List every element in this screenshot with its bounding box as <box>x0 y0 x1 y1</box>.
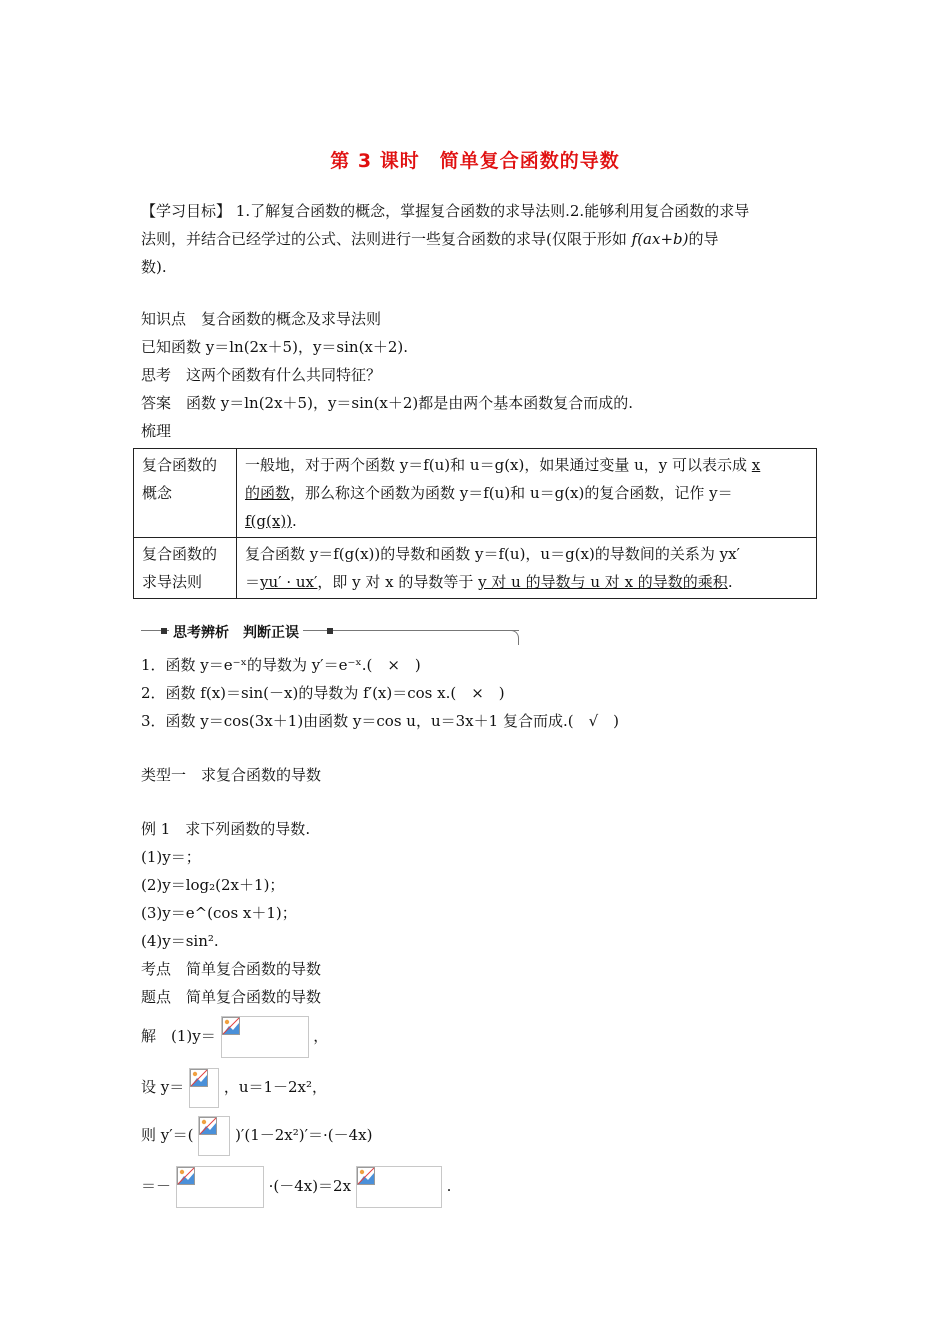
rule-blank-product: yu′ · ux′ <box>260 573 318 591</box>
knowledge-summary: 梳理 <box>141 422 172 440</box>
concept-text-a: 一般地，对于两个函数 y＝f(u)和 u＝g(x)，如果通过变量 u，y 可以表示成 <box>245 456 752 474</box>
solution-text: ·(－4x)＝2x <box>268 1177 352 1195</box>
concept-blank-func: 的函数 <box>245 484 291 502</box>
image-placeholder-glyph <box>190 1069 208 1087</box>
judge-item-2: 2．函数 f(x)＝sin(－x)的导数为 f′(x)＝cos x.( × ) <box>141 684 505 702</box>
table-cell-concept <box>237 449 817 538</box>
broken-image-icon <box>189 1068 219 1108</box>
knowledge-heading: 知识点 复合函数的概念及求导法则 <box>141 310 382 328</box>
think-section-label: 思考辨析 判断正误 <box>169 622 303 642</box>
table-head-text: 复合函数的 <box>142 456 218 474</box>
table-row <box>134 449 817 538</box>
solution-line-3 <box>141 1116 372 1156</box>
rule-text-end: . <box>727 573 733 591</box>
solution-text: ， <box>313 1027 329 1045</box>
example-title: 例 1 求下列函数的导数. <box>141 820 311 838</box>
example-item-1: (1)y＝； <box>141 848 201 866</box>
divider-end <box>508 630 519 645</box>
table-head-text: 求导法则 <box>142 573 203 591</box>
concept-blank-fgx: f(g(x)) <box>245 512 293 530</box>
broken-image-icon <box>356 1166 442 1208</box>
image-placeholder-glyph <box>222 1017 240 1035</box>
judge-item-1: 1．函数 y＝e⁻ˣ的导数为 y′＝e⁻ˣ.( × ) <box>141 656 421 674</box>
example-tidian: 题点 简单复合函数的导数 <box>141 988 322 1006</box>
objectives-text-2: 法则，并结合已经学过的公式、法则进行一些复合函数的求导(仅限于形如 <box>141 230 627 248</box>
broken-image-icon <box>176 1166 264 1208</box>
bullet-icon <box>327 628 333 634</box>
judge-item-3: 3．函数 y＝cos(3x＋1)由函数 y＝cos u，u＝3x＋1 复合而成.( √ ) <box>141 712 619 730</box>
table-head-concept <box>134 449 237 538</box>
concept-text-b: ，那么称这个函数为函数 y＝f(u)和 u＝g(x)的复合函数，记作 y＝ <box>290 484 733 502</box>
example-item-3: (3)y＝e^(cos x＋1)； <box>141 904 297 922</box>
table-cell-rule <box>237 538 817 599</box>
solution-text: 则 y′＝( <box>141 1126 194 1144</box>
solution-line-2 <box>141 1068 327 1108</box>
example-item-4: (4)y＝sin². <box>141 932 219 950</box>
rule-blank-chain: y 对 u 的导数与 u 对 x 的导数的乘积 <box>478 573 728 591</box>
objectives-label: 【学习目标】 <box>141 202 232 220</box>
broken-image-icon <box>198 1116 230 1156</box>
rule-eq: ＝ <box>245 573 261 591</box>
summary-table <box>133 448 817 599</box>
objectives-line-2 <box>141 228 719 250</box>
think-section-header <box>141 622 519 642</box>
objectives-line-3: 数). <box>141 258 167 276</box>
broken-image-icon <box>221 1016 309 1058</box>
solution-text: ，u＝1－2x²， <box>223 1078 328 1096</box>
concept-blank-x: x <box>751 456 761 474</box>
solution-text: . <box>446 1177 452 1195</box>
objectives-text-2b: 的导 <box>688 230 719 248</box>
knowledge-answer: 答案 函数 y＝ln(2x＋5)，y＝sin(x＋2)都是由两个基本函数复合而成的. <box>141 394 634 412</box>
table-row <box>134 538 817 599</box>
solution-text: 设 y＝ <box>141 1078 185 1096</box>
objectives-formula: f(ax+b) <box>631 230 689 248</box>
solution-text: ＝－ <box>141 1177 172 1195</box>
knowledge-think: 思考 这两个函数有什么共同特征？ <box>141 366 382 384</box>
page-title: 第 3 课时 简单复合函数的导数 <box>330 150 620 172</box>
bullet-icon <box>161 628 167 634</box>
solution-line-4 <box>141 1166 451 1208</box>
type-heading: 类型一 求复合函数的导数 <box>141 766 322 784</box>
image-placeholder-glyph <box>199 1117 217 1135</box>
knowledge-given: 已知函数 y＝ln(2x＋5)，y＝sin(x＋2). <box>141 338 409 356</box>
objectives-line-1 <box>141 200 749 222</box>
solution-text: )′(1－2x²)′＝·(－4x) <box>235 1126 373 1144</box>
table-head-rule <box>134 538 237 599</box>
objectives-text-1: 1.了解复合函数的概念，掌握复合函数的求导法则.2.能够利用复合函数的求导 <box>235 202 750 220</box>
concept-text-c: . <box>292 512 297 530</box>
image-placeholder-glyph <box>177 1167 195 1185</box>
example-item-2: (2)y＝log₂(2x＋1)； <box>141 876 285 894</box>
table-head-text: 概念 <box>142 484 173 502</box>
example-kaodian: 考点 简单复合函数的导数 <box>141 960 322 978</box>
rule-text-a: 复合函数 y＝f(g(x))的导数和函数 y＝f(u)，u＝g(x)的导数间的关系为 yx′ <box>245 545 740 563</box>
solution-text: 解 (1)y＝ <box>141 1027 216 1045</box>
table-head-text: 复合函数的 <box>142 545 218 563</box>
rule-text-mid: ，即 y 对 x 的导数等于 <box>317 573 479 591</box>
image-placeholder-glyph <box>357 1167 375 1185</box>
solution-line-1 <box>141 1016 328 1058</box>
